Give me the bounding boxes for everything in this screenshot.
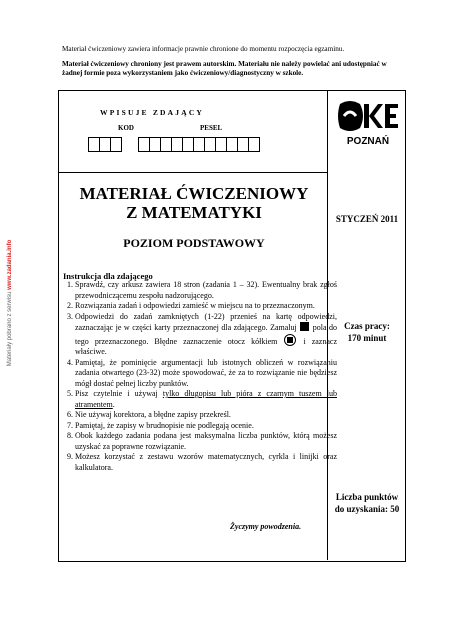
page-title (60, 184, 328, 222)
pesel-boxes (138, 137, 259, 152)
confidentiality-notice: Materiał ćwiczeniowy zawiera informacje prawnie chronione do momentu rozpoczęcia egzaminu. (62, 45, 345, 53)
logo-city: POZNAŃ (346, 136, 390, 147)
side-watermark (7, 163, 13, 443)
pesel-label: PESEL (200, 124, 223, 132)
circled-square-icon (284, 334, 296, 346)
header-divider (58, 172, 328, 173)
instruction-3-mid: pola do tego przeznaczonego. Błędne zaznaczenie otocz kółkiem (75, 323, 338, 346)
points-value: do uzyskania: 50 (334, 504, 400, 514)
title-line-2: Z MATEMATYKI (126, 203, 262, 222)
instruction-item: 4. Pamiętaj, że pominięcie argumentacji lub istotnych obliczeń w rozwiązaniu zadania otwartego (23-32) może spowodować, że za to rozwiązanie nie będziesz mógł dostać pełnej liczby punktów. (75, 358, 337, 390)
instruction-item: 9. Możesz korzystać z zestawu wzorów matematycznych, cyrkla i linijki oraz kalkulatora. (75, 452, 337, 473)
instruction-item: 1. Sprawdź, czy arkusz zawiera 18 stron (zadania 1 – 32). Ewentualny brak zgłoś przewodniczącemu zespołu nadzorującego. (75, 280, 337, 301)
instructions-list (63, 280, 337, 473)
instruction-3-end: i zaznacz właściwe. (75, 336, 338, 356)
instruction-5-start: Pisz czytelnie i używaj (75, 389, 158, 398)
instruction-item: 6. Nie używaj korektora, a błędne zapisy przekreśl. (75, 410, 337, 421)
instruction-5-end: . (112, 399, 115, 409)
good-luck-text: Życzymy powodzenia. (230, 522, 302, 531)
points-label: Liczba punktów (335, 492, 399, 502)
instruction-3-start: Odpowiedzi do zadań zamkniętych (1-22) przenieś na kartę odpowiedzi, zaznaczając je w części karty przeznaczonej dla zdającego. Zamaluj (75, 311, 337, 332)
pesel-box[interactable] (248, 137, 260, 152)
instruction-item (75, 389, 337, 410)
side-watermark-prefix: Materiały pobrano z serwisu (7, 289, 13, 367)
instructions-heading: Instrukcja dla zdającego (63, 271, 153, 281)
instruction-item: 8. Obok każdego zadania podana jest maksymalna liczba punktów, którą możesz uzyskać za poprawne rozwiązanie. (75, 431, 337, 452)
filled-square-icon (300, 322, 309, 331)
instruction-item (75, 312, 337, 358)
exam-date: STYCZEŃ 2011 (335, 214, 399, 224)
kod-boxes (88, 137, 121, 152)
title-line-1: MATERIAŁ ĆWICZENIOWY (79, 184, 309, 203)
instruction-item: 2. Rozwiązania zadań i odpowiedzi zamieść w miejscu na to przeznaczonym. (75, 301, 337, 312)
instruction-item: 7. Pamiętaj, że zapisy w brudnopisie nie podlegają ocenie. (75, 421, 337, 432)
instruction-5-underlined: tylko długopisu lub pióra z czarnym tuszem lub atramentem (75, 389, 338, 409)
level-subtitle: POZIOM PODSTAWOWY (123, 236, 265, 250)
form-header: WPISUJE ZDAJĄCY (100, 108, 205, 117)
time-value: 170 minut (347, 333, 387, 343)
copyright-notice: Materiał ćwiczeniowy chroniony jest prawem autorskim. Materiału nie należy powielać ani udostępniać w żadnej formie poza wykorzystaniem jako ćwiczeniowy/diagnostyczny w szkole. (62, 60, 387, 77)
side-watermark-site: www.zadania.info (7, 239, 13, 290)
kod-box[interactable] (110, 137, 122, 152)
time-label: Czas pracy: (344, 321, 390, 331)
kod-label: KOD (118, 124, 134, 132)
